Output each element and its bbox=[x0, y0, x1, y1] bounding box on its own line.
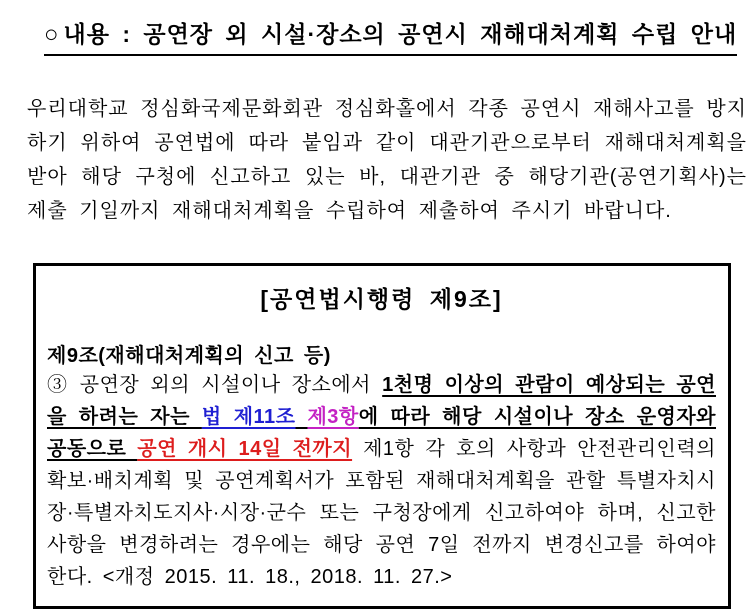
law-text-segment: 법 제11조 bbox=[201, 406, 296, 428]
intro-paragraph: 우리대학교 정심화국제문화회관 정심화홀에서 각종 공연시 재해사고를 방지하기 위하여 공연법에 따라 붙임과 같이 대관기관으로부터 재해대처계획을 받아 해당 구청에 신고하고 있는 바, 대관기관 중 해당기관(공연기획사)는 제출 기일까지 재해대처계획을 수립하여 제출하여 주시기 바랍니다. bbox=[27, 98, 747, 222]
circle-bullet: ○ bbox=[44, 21, 60, 48]
title-text: 내용 : 공연장 외 시설·장소의 공연시 재해대처계획 수립 안내 bbox=[63, 21, 738, 47]
law-text-segment: 에 따라 해당 시설이나 장소 운영자와 공동으로 bbox=[47, 406, 716, 460]
law-box bbox=[33, 263, 731, 609]
law-text-segment bbox=[295, 406, 307, 428]
law-box-heading: [공연법시행령 제9조] bbox=[260, 286, 503, 312]
law-text-segment: ③ 공연장 외의 시설이나 장소에서 bbox=[47, 374, 383, 396]
law-text-segment: 제1항 각 호의 사항과 안전관리인력의 확보·배치계획 및 공연계획서가 포함된 재해대처계획을 관할 특별자치시장·특별자치도지사·시장·군수 또는 구청장에게 신고하여야 하며, 신고한 사항을 변경하려는 경우에는 해당 공연 7일 전까지 변경신고를 하여야 한다. <개정 2015. 11. 18., 2018. 11. 27.> bbox=[47, 438, 716, 588]
law-text-segment: 1천명 이상의 관람이 예상되는 공연을 하려는 자는 bbox=[47, 374, 716, 428]
law-text-segment: 공연 개시 14일 전까지 bbox=[137, 438, 353, 460]
law-text bbox=[47, 369, 716, 593]
document-title bbox=[0, 0, 753, 56]
law-text-segment: 제3항 bbox=[307, 406, 359, 428]
law-article-title: 제9조(재해대처계획의 신고 등) bbox=[47, 345, 331, 367]
title-underline bbox=[44, 16, 737, 56]
